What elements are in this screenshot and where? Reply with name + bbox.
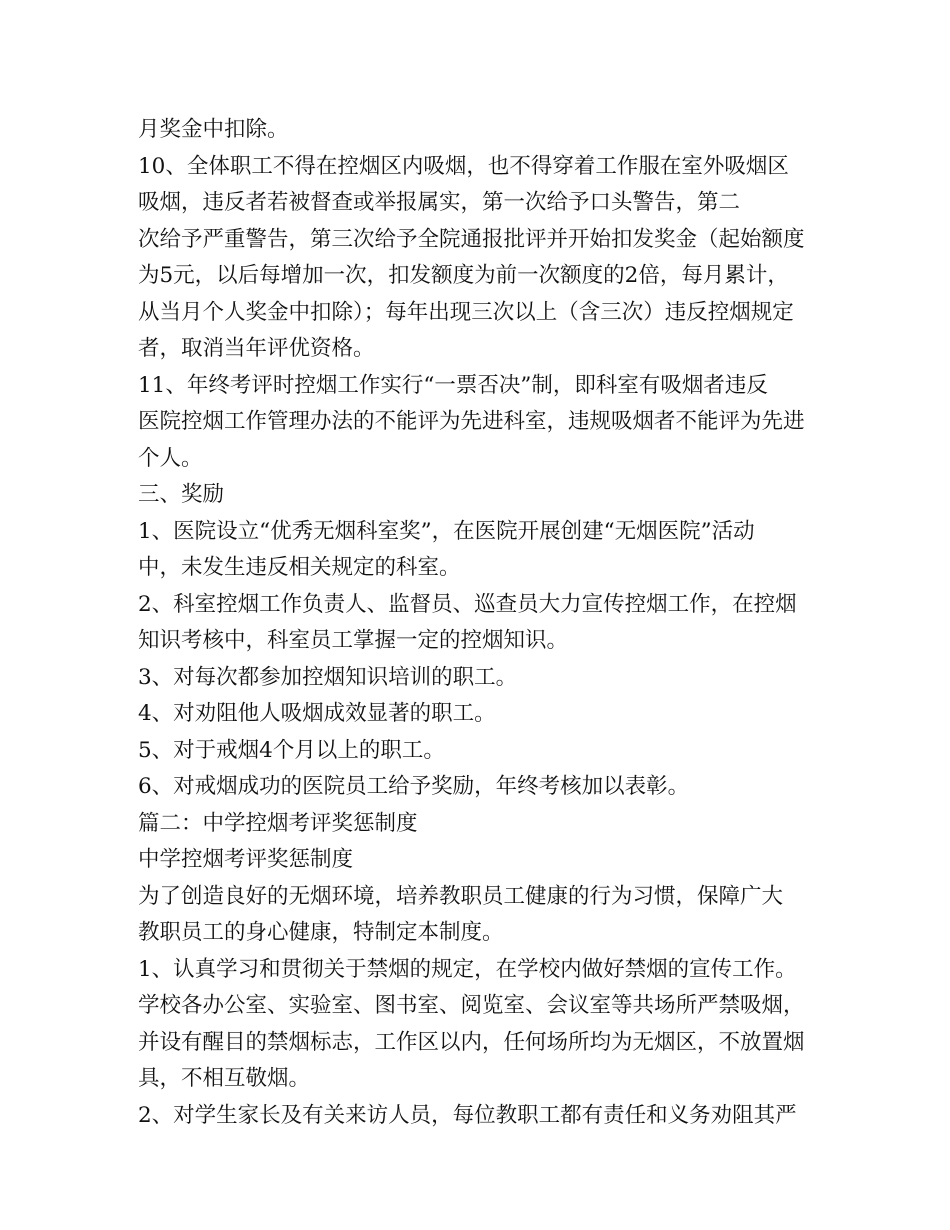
document-title: 中学控烟考评奖惩制度 (138, 847, 354, 872)
text-line: 1、医院设立“优秀无烟科室奖”，在医院开展创建“无烟医院”活动 (138, 518, 755, 544)
text-line: 教职员工的身心健康，特制定本制度。 (138, 920, 504, 945)
text-line: 知识考核中，科室员工掌握一定的控烟知识。 (138, 628, 569, 653)
chapter-heading: 篇二：中学控烟考评奖惩制度 (138, 810, 418, 836)
text-line: 1、认真学习和贯彻关于禁烟的规定，在学校内做好禁烟的宣传工作。 (138, 956, 797, 982)
text-line: 医院控烟工作管理办法的不能评为先进科室，违规吸烟者不能评为先进 (138, 409, 805, 434)
text-line: 为5元，以后每增加一次，扣发额度为前一次额度的2倍，每月累计， (138, 263, 789, 288)
text-line: 4、对劝阻他人吸烟成效显著的职工。 (138, 701, 496, 726)
text-line: 月奖金中扣除。 (138, 117, 289, 142)
text-line: 10、全体职工不得在控烟区内吸烟，也不得穿着工作服在室外吸烟区 (138, 153, 789, 179)
text-line: 2、对学生家长及有关来访人员，每位教职工都有责任和义务劝阻其严 (138, 1102, 797, 1128)
text-line: 2、科室控烟工作负责人、监督员、巡查员大力宣传控烟工作，在控烟 (138, 591, 797, 617)
text-line: 并设有醒目的禁烟标志，工作区以内，任何场所均为无烟区，不放置烟 (138, 1029, 805, 1055)
text-line: 吸烟，违反者若被督查或举报属实，第一次给予口头警告，第二 (138, 190, 741, 215)
text-line: 次给予严重警告，第三次给予全院通报批评并开始扣发奖金（起始额度 (138, 226, 805, 252)
section-heading: 三、奖励 (138, 482, 225, 507)
text-line: 者，取消当年评优资格。 (138, 336, 375, 361)
text-line: 6、对戒烟成功的医院员工给予奖励，年终考核加以表彰。 (138, 774, 690, 799)
text-line: 为了创造良好的无烟环境，培养教职员工健康的行为习惯，保障广大 (138, 883, 784, 909)
text-line: 具，不相互敬烟。 (138, 1066, 311, 1091)
text-line: 学校各办公室、实验室、图书室、阅览室、会议室等共场所严禁吸烟， (138, 993, 805, 1018)
text-line: 从当月个人奖金中扣除）；每年出现三次以上（含三次）违反控烟规定 (138, 299, 794, 325)
text-line: 中，未发生违反相关规定的科室。 (138, 555, 461, 580)
text-line: 11、年终考评时控烟工作实行“一票否决”制，即科室有吸烟者违反 (138, 372, 768, 398)
text-line: 5、对于戒烟4个月以上的职工。 (138, 737, 445, 763)
text-line: 个人。 (138, 445, 203, 471)
text-line: 3、对每次都参加控烟知识培训的职工。 (138, 664, 518, 690)
document-body (138, 112, 818, 1134)
